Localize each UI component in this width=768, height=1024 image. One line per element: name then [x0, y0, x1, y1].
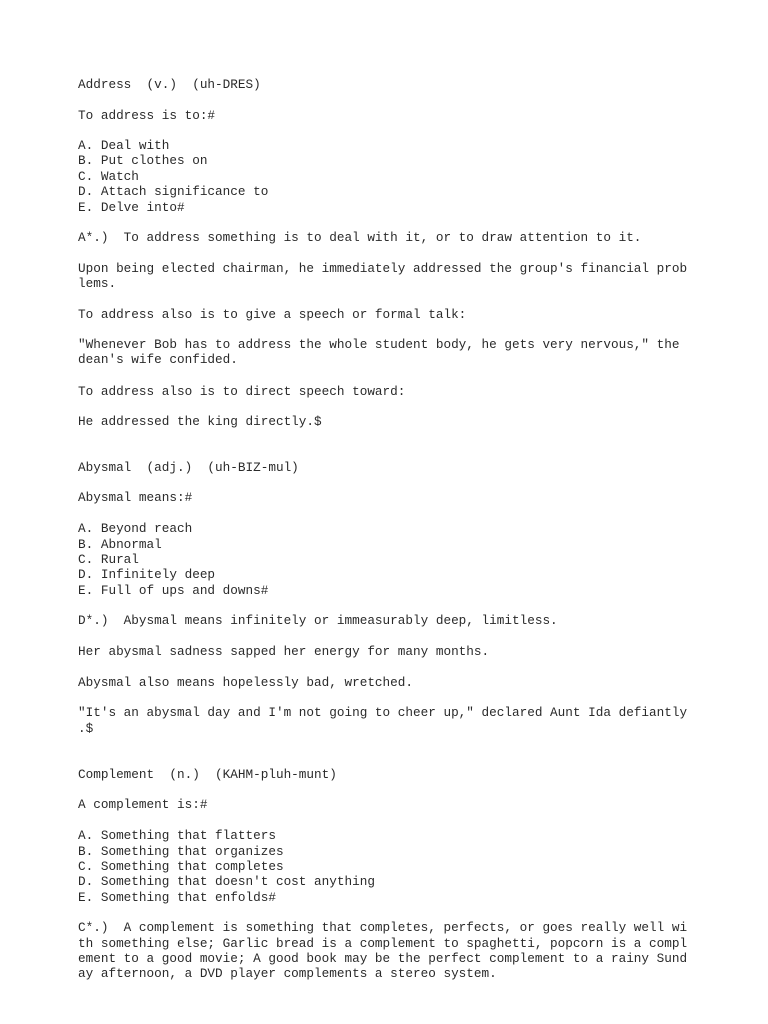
answer-explanation: C*.) A complement is something that completes, perfects, or goes really well wi — [78, 920, 688, 935]
option-e: E. Delve into# — [78, 200, 185, 215]
option-e: E. Something that enfolds# — [78, 890, 276, 905]
definition-paragraph: To address also is to direct speech toward: — [78, 384, 406, 399]
option-c: C. Watch — [78, 169, 139, 184]
option-a: A. Something that flatters — [78, 828, 276, 843]
option-e: E. Full of ups and downs# — [78, 583, 269, 598]
entry-prompt: A complement is:# — [78, 797, 208, 812]
option-a: A. Beyond reach — [78, 521, 193, 536]
definition-paragraph: Abysmal also means hopelessly bad, wretched. — [78, 675, 414, 690]
example-sentence: Upon being elected chairman, he immediately addressed the group's financial prob — [78, 261, 688, 276]
entry-prompt: To address is to:# — [78, 108, 216, 123]
example-sentence: "It's an abysmal day and I'm not going to cheer up," declared Aunt Ida defiantly — [78, 705, 688, 720]
answer-explanation-cont: th something else; Garlic bread is a complement to spaghetti, popcorn is a compl — [78, 936, 688, 951]
answer-explanation-cont: ay afternoon, a DVD player complements a stereo system. — [78, 966, 497, 981]
option-b: B. Abnormal — [78, 537, 162, 552]
answer-explanation: D*.) Abysmal means infinitely or immeasurably deep, limitless. — [78, 613, 558, 628]
option-b: B. Put clothes on — [78, 153, 208, 168]
entry-headword: Address (v.) (uh-DRES) — [78, 77, 261, 92]
example-sentence: Her abysmal sadness sapped her energy for many months. — [78, 644, 490, 659]
option-d: D. Attach significance to — [78, 184, 269, 199]
option-d: D. Something that doesn't cost anything — [78, 874, 375, 889]
answer-explanation-cont: ement to a good movie; A good book may be the perfect complement to a rainy Sund — [78, 951, 688, 966]
entry-headword: Complement (n.) (KAHM-pluh-munt) — [78, 767, 337, 782]
example-sentence: "Whenever Bob has to address the whole student body, he gets very nervous," the — [78, 337, 680, 352]
entry-headword: Abysmal (adj.) (uh-BIZ-mul) — [78, 460, 299, 475]
example-sentence-cont: dean's wife confided. — [78, 352, 238, 367]
example-sentence-cont: .$ — [78, 721, 94, 736]
option-b: B. Something that organizes — [78, 844, 284, 859]
option-c: C. Something that completes — [78, 859, 284, 874]
example-sentence-cont: lems. — [78, 276, 117, 291]
answer-explanation: A*.) To address something is to deal with it, or to draw attention to it. — [78, 230, 642, 245]
option-a: A. Deal with — [78, 138, 170, 153]
option-d: D. Infinitely deep — [78, 567, 216, 582]
definition-paragraph: To address also is to give a speech or formal talk: — [78, 307, 467, 322]
entry-prompt: Abysmal means:# — [78, 490, 193, 505]
option-c: C. Rural — [78, 552, 139, 567]
example-sentence: He addressed the king directly.$ — [78, 414, 322, 429]
